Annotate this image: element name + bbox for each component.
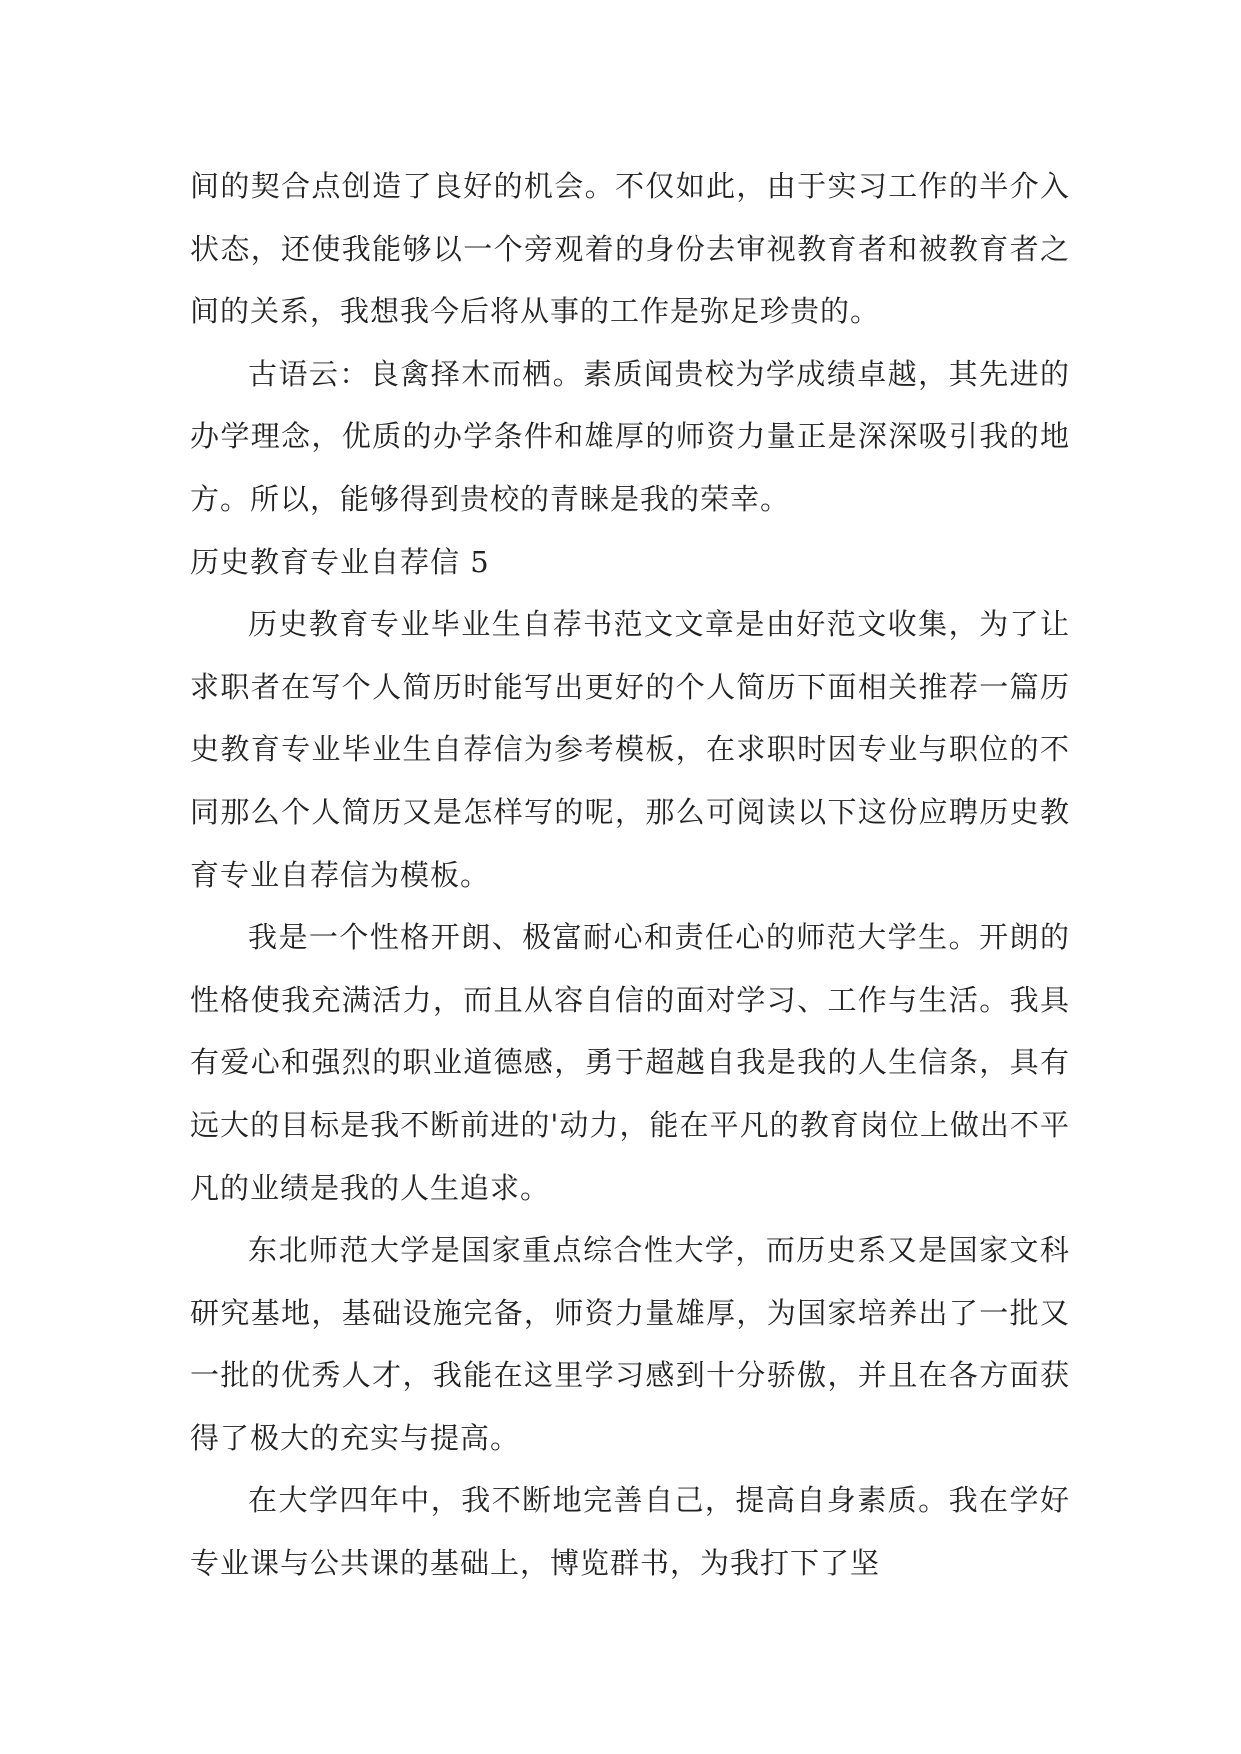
section-heading: 历史教育专业自荐信 5	[190, 544, 490, 579]
paragraph-personality: 我是一个性格开朗、极富耐心和责任心的师范大学生。开朗的性格使我充满活力，而且从容自信的面对学习、工作与生活。我具有爱心和强烈的职业道德感，勇于超越自我是我的人生信条，具有远大的目标是我不断前进的'动力，能在平凡的教育岗位上做出不平凡的业绩是我的人生追求。	[190, 920, 1070, 1205]
document-body	[190, 155, 1070, 1595]
paragraph-continuation: 间的契合点创造了良好的机会。不仅如此，由于实习工作的半介入状态，还使我能够以一个旁观着的身份去审视教育者和被教育者之间的关系，我想我今后将从事的工作是弥足珍贵的。	[190, 169, 1070, 329]
paragraph-intro: 历史教育专业毕业生自荐书范文文章是由好范文收集，为了让求职者在写个人简历时能写出更好的个人简历下面相关推荐一篇历史教育专业毕业生自荐信为参考模板，在求职时因专业与职位的不同那么个人简历又是怎样写的呢，那么可阅读以下这份应聘历史教育专业自荐信为模板。	[190, 607, 1070, 892]
paragraph-university: 东北师范大学是国家重点综合性大学，而历史系又是国家文科研究基地，基础设施完备，师资力量雄厚，为国家培养出了一批又一批的优秀人才，我能在这里学习感到十分骄傲，并且在各方面获得了极大的充实与提高。	[190, 1233, 1070, 1455]
paragraph-proverb: 古语云：良禽择木而栖。素质闻贵校为学成绩卓越，其先进的办学理念，优质的办学条件和雄厚的师资力量正是深深吸引我的地方。所以，能够得到贵校的青睐是我的荣幸。	[190, 356, 1070, 516]
paragraph-study: 在大学四年中，我不断地完善自己，提高自身素质。我在学好专业课与公共课的基础上，博览群书，为我打下了坚	[190, 1483, 1070, 1581]
